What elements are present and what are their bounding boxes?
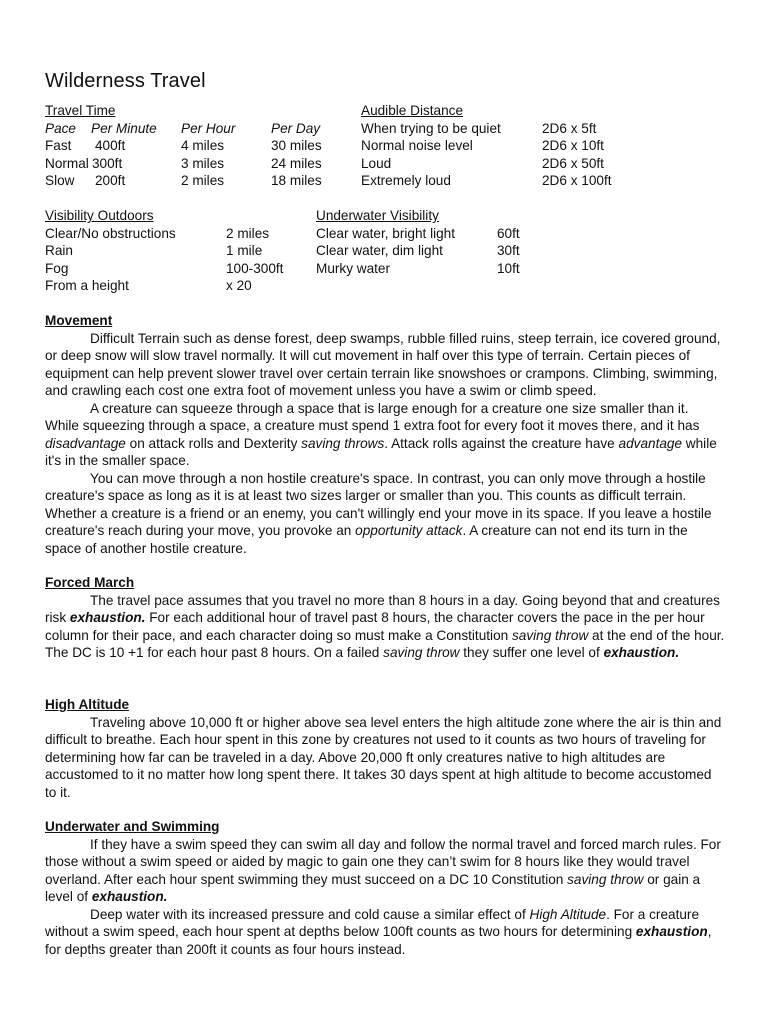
high-altitude-paragraph: Traveling above 10,000 ft or higher above sea level enters the high altitude zone where the air is thin and difficult to breathe. Each hour spent in this zone by creatures not used to it counts as two hours of traveling for determining how far can be traveled in a day. Above 20,000 ft only creatures native to high altitudes are accustomed to it no matter how long spent there. It takes 30 days spent at high altitude to become accustomed to it. xyxy=(45,714,722,800)
table-cell: 24 miles xyxy=(271,155,322,171)
movement-paragraph: Difficult Terrain such as dense forest, deep swamps, rubble filled ruins, steep terrain, ice covered ground, or deep snow will slow travel normally. It will cut movement in half over this type of terrain. Certain pieces of equipment can help prevent slower travel over certain terrain like snowshoes or crampons. Climbing, swimming, and crawling each cost one extra foot of movement unless you have a swim or climb speed. xyxy=(45,330,721,398)
underwater-swimming-heading: Underwater and Swimming xyxy=(45,819,220,834)
text-run: exhaustion. xyxy=(91,889,168,904)
table-cell: Normal xyxy=(45,155,89,171)
high-altitude-section xyxy=(45,696,725,801)
page-title: Wilderness Travel xyxy=(45,70,206,92)
table-cell: Murky water xyxy=(316,260,391,276)
table-cell: 2D6 x 10ft xyxy=(542,138,604,154)
table-row xyxy=(316,242,546,260)
audible-distance-heading: Audible Distance xyxy=(361,103,464,118)
table-row xyxy=(361,137,661,155)
movement-heading: Movement xyxy=(45,313,113,328)
underwater-swimming-section xyxy=(45,818,725,958)
travel-time-heading: Travel Time xyxy=(45,103,116,118)
table-cell: When trying to be quiet xyxy=(361,120,501,136)
text-run: exhaustion. xyxy=(69,610,146,625)
text-run: saving throw xyxy=(383,645,460,660)
table-row xyxy=(45,137,345,155)
table-cell: x 20 xyxy=(226,278,252,294)
underwater-visibility-heading: Underwater Visibility xyxy=(316,208,439,223)
table-cell: 2D6 x 5ft xyxy=(542,120,597,136)
table-row xyxy=(45,155,345,173)
table-cell: Loud xyxy=(361,155,392,171)
text-run: . A creature can not end its turn in the space of another hostile creature. xyxy=(45,523,688,556)
text-run: . For a creature without a swim speed, each hour spent at depths below 100ft counts as two hours for determining xyxy=(45,906,700,939)
table-cell: Clear/No obstructions xyxy=(45,225,176,241)
table-cell: Fog xyxy=(45,260,69,276)
text-run: they suffer one level of xyxy=(459,645,604,660)
movement-section xyxy=(45,312,725,557)
table-cell: 10ft xyxy=(497,260,520,276)
forced-march-heading: Forced March xyxy=(45,575,135,590)
table-cell: Clear water, dim light xyxy=(316,243,443,259)
text-run: saving throw xyxy=(567,871,644,887)
text-run: High Altitude xyxy=(529,906,607,922)
table-cell: 200ft xyxy=(95,173,126,189)
table-row xyxy=(45,242,305,260)
table-row xyxy=(361,155,661,173)
movement-paragraph xyxy=(45,470,725,558)
table-cell: 300ft xyxy=(92,155,123,171)
text-run: Deep water with its increased pressure and cold cause a similar effect of xyxy=(90,906,530,922)
table-cell: 60ft xyxy=(497,225,520,241)
text-run: , for depths greater than 200ft it counts as four hours instead. xyxy=(45,924,712,957)
forced-march-section xyxy=(45,574,725,662)
table-cell: 4 miles xyxy=(181,138,225,154)
visibility-outdoors-table xyxy=(45,207,305,295)
column-header: Per Hour xyxy=(181,120,236,136)
table-cell: Extremely loud xyxy=(361,173,451,189)
text-run: For each additional hour of travel past 8 hours, the character covers the pace in the per hour column for their pace, and each character doing so must make a Constitution xyxy=(45,610,705,643)
text-run: saving throws xyxy=(301,435,385,451)
text-run: while it's in the smaller space. xyxy=(45,435,717,468)
text-run: at the end of the hour. The DC is 10 +1 for each hour past 8 hours. On a failed xyxy=(45,627,725,660)
text-run: exhaustion. xyxy=(603,645,680,660)
table-cell: 2 miles xyxy=(226,225,270,241)
table-cell: 18 miles xyxy=(271,173,322,189)
table-cell: Slow xyxy=(45,173,75,189)
high-altitude-heading: High Altitude xyxy=(45,697,130,712)
underwater-swimming-paragraph xyxy=(45,906,725,959)
table-cell: Normal noise level xyxy=(361,138,473,154)
text-run: You can move through a non hostile creature's space. In contrast, you can only move through a hostile creature's space as long as it is at least two sizes larger or smaller than you. This counts as difficult terrain. Whether a creature is a friend or an enemy, you can't willingly end your move in its space. If you leave a hostile creature's reach during your move, you provoke an xyxy=(45,470,712,538)
table-cell: 2 miles xyxy=(181,173,225,189)
table-cell: Clear water, bright light xyxy=(316,225,456,241)
table-row xyxy=(316,225,546,243)
text-run: on attack rolls and Dexterity xyxy=(125,435,302,451)
table-cell: From a height xyxy=(45,278,129,294)
table-cell: Rain xyxy=(45,243,73,259)
text-run: advantage xyxy=(618,435,683,451)
table-cell: Fast xyxy=(45,138,72,154)
text-run: or gain a level of xyxy=(45,871,701,904)
forced-march-paragraph xyxy=(45,592,725,662)
text-run: disadvantage xyxy=(45,435,126,451)
table-row xyxy=(361,172,661,190)
underwater-visibility-table xyxy=(316,207,546,277)
table-cell: 400ft xyxy=(95,138,126,154)
table-cell: 3 miles xyxy=(181,155,225,171)
movement-paragraph xyxy=(45,400,725,470)
underwater-swimming-paragraph xyxy=(45,836,725,906)
travel-time-table xyxy=(45,102,345,190)
table-cell: 100-300ft xyxy=(226,260,284,276)
text-run: saving throw xyxy=(511,627,589,643)
table-row xyxy=(45,225,305,243)
text-run: A creature can squeeze through a space that is large enough for a creature one size smaller than it. While squeezing through a space, a creature must spend 1 extra foot for every foot it moves there, and it has xyxy=(45,400,700,433)
text-run: exhaustion xyxy=(635,924,708,939)
audible-distance-table xyxy=(361,102,661,190)
table-row xyxy=(361,120,661,138)
text-run: . Attack rolls against the creature have xyxy=(384,435,619,451)
table-cell: 1 mile xyxy=(226,243,263,259)
table-cell: 30 miles xyxy=(271,138,322,154)
table-row xyxy=(45,277,305,295)
table-row xyxy=(45,172,345,190)
text-run: The travel pace assumes that you travel no more than 8 hours in a day. Going beyond that and creatures risk xyxy=(45,592,720,625)
table-cell: 2D6 x 50ft xyxy=(542,155,604,171)
travel-time-header-row xyxy=(45,120,345,138)
column-header: Per Day xyxy=(271,120,321,136)
table-cell: 2D6 x 100ft xyxy=(542,173,612,189)
column-header: Per Minute xyxy=(91,120,157,136)
column-header: Pace xyxy=(45,120,76,136)
text-run: opportunity attack xyxy=(355,523,463,538)
table-cell: 30ft xyxy=(497,243,520,259)
visibility-outdoors-heading: Visibility Outdoors xyxy=(45,208,154,223)
text-run: If they have a swim speed they can swim all day and follow the normal travel and forced march rules. For those without a swim speed or aided by magic to gain one they can’t swim for 8 hours like they would travel overland. After each hour spent swimming they must succeed on a DC 10 Constitution xyxy=(45,836,721,887)
table-row xyxy=(316,260,546,278)
table-row xyxy=(45,260,305,278)
